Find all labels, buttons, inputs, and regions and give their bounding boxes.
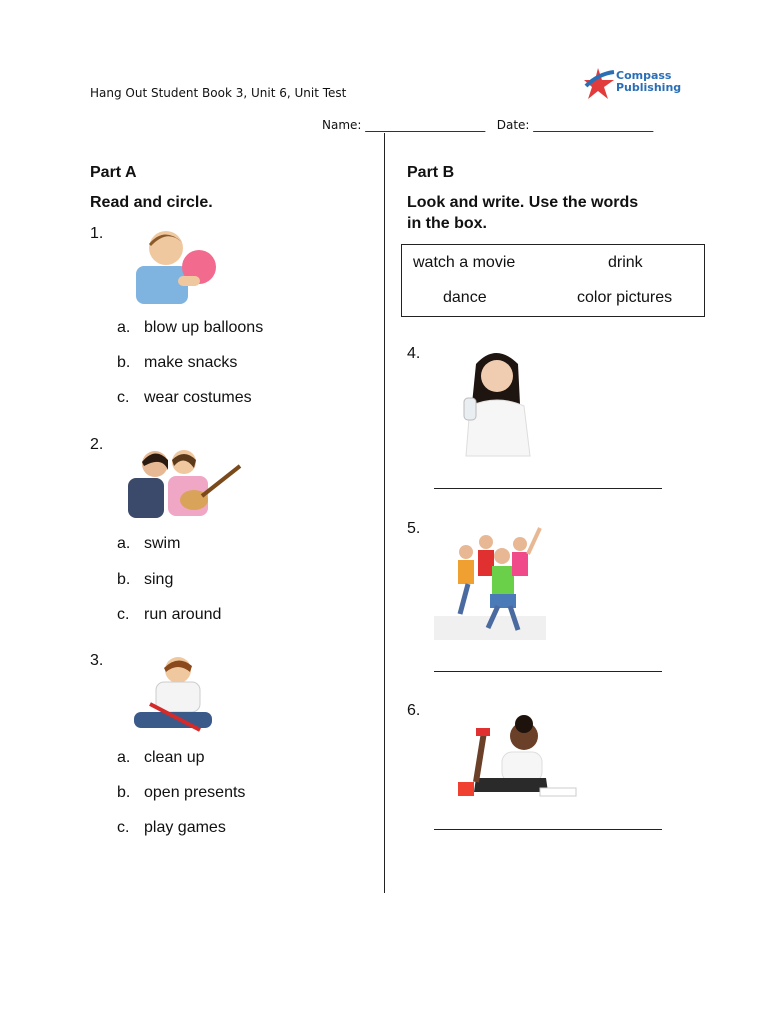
option-text: run around (144, 606, 222, 623)
option-letter: b. (117, 354, 131, 371)
option-letter: c. (117, 819, 130, 836)
part-b-title: Part B (407, 164, 455, 181)
option-letter: b. (117, 784, 131, 801)
girl-drinking-photo (460, 346, 534, 458)
question-number: 2. (90, 436, 104, 453)
option-3b[interactable] (117, 784, 245, 802)
word-box-item: drink (608, 254, 643, 271)
word-box (401, 244, 705, 317)
option-letter: b. (117, 571, 131, 588)
option-text: blow up balloons (144, 319, 264, 336)
word-box-item: dance (443, 289, 487, 306)
option-1b[interactable] (117, 354, 237, 372)
option-text: play games (144, 819, 226, 836)
logo-text-line2: Publishing (616, 81, 682, 94)
part-a-instruction: Read and circle. (90, 194, 213, 211)
boy-blowing-balloon-photo (136, 226, 220, 304)
document-header-title: Hang Out Student Book 3, Unit 6, Unit Test (90, 86, 347, 100)
option-letter: a. (117, 535, 131, 552)
option-letter: c. (117, 606, 130, 623)
word-box-item: color pictures (577, 289, 673, 306)
question-number: 4. (407, 345, 421, 362)
option-1a[interactable] (117, 319, 263, 337)
option-text: open presents (144, 784, 246, 801)
option-2c[interactable] (117, 606, 221, 624)
question-number: 1. (90, 225, 104, 242)
star-logo-icon (584, 66, 620, 102)
name-field[interactable]: Name: ____________________ (322, 118, 486, 132)
option-1c[interactable] (117, 389, 252, 407)
column-divider (384, 133, 385, 893)
option-text: clean up (144, 749, 205, 766)
option-3a[interactable] (117, 749, 205, 767)
option-letter: a. (117, 319, 131, 336)
option-letter: a. (117, 749, 131, 766)
answer-line-4[interactable] (434, 488, 662, 489)
answer-line-6[interactable] (434, 829, 662, 830)
question-number: 6. (407, 702, 421, 719)
part-a-title: Part A (90, 164, 137, 181)
children-dancing-photo (434, 520, 546, 640)
boy-opening-present-photo (130, 654, 214, 734)
part-b-instruction-line1: Look and write. Use the words (407, 194, 639, 211)
name-date-line (322, 118, 653, 132)
option-text: make snacks (144, 354, 238, 371)
logo-text-line1: Compass (616, 69, 672, 82)
option-text: sing (144, 571, 174, 588)
option-3c[interactable] (117, 819, 226, 837)
question-number: 5. (407, 520, 421, 537)
option-2a[interactable] (117, 535, 180, 553)
part-b-instruction-line2: in the box. (407, 215, 487, 232)
girls-singing-photo (122, 446, 244, 520)
option-letter: c. (117, 389, 130, 406)
word-box-item: watch a movie (413, 254, 516, 271)
option-text: swim (144, 535, 181, 552)
option-2b[interactable] (117, 571, 173, 589)
option-text: wear costumes (144, 389, 252, 406)
compass-publishing-logo (580, 58, 682, 102)
girl-coloring-photo (456, 712, 578, 800)
date-field[interactable]: Date: ____________________ (496, 118, 654, 132)
answer-line-5[interactable] (434, 671, 662, 672)
question-number: 3. (90, 652, 104, 669)
